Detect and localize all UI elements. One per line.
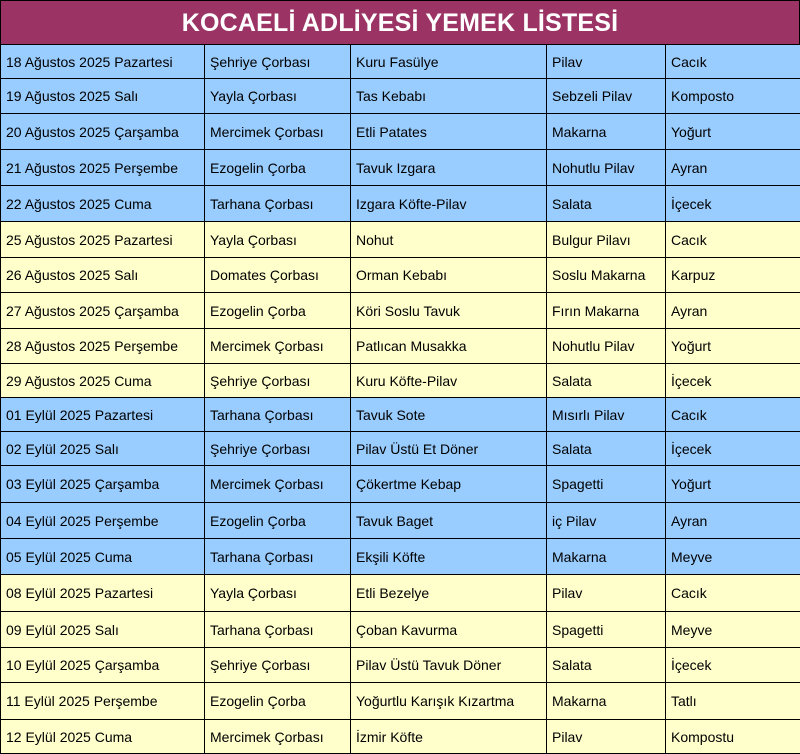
soup-cell: Tarhana Çorbası <box>205 398 351 432</box>
main-dish-cell: Pilav Üstü Tavuk Döner <box>351 648 547 683</box>
side-dish-cell: Pilav <box>547 575 666 612</box>
main-dish-cell: Etli Bezelye <box>351 575 547 612</box>
main-dish-cell: Kuru Köfte-Pilav <box>351 364 547 398</box>
main-dish-cell: Çökertme Kebap <box>351 466 547 503</box>
date-cell: 08 Eylül 2025 Pazartesi <box>1 575 205 612</box>
main-dish-cell: Pilav Üstü Et Döner <box>351 432 547 466</box>
main-dish-cell: Izgara Köfte-Pilav <box>351 186 547 222</box>
main-dish-cell: Nohut <box>351 222 547 258</box>
menu-row <box>1 612 800 648</box>
soup-cell: Yayla Çorbası <box>205 575 351 612</box>
side-dish-cell: Fırın Makarna <box>547 293 666 329</box>
date-cell: 19 Ağustos 2025 Salı <box>1 79 205 114</box>
menu-row <box>1 150 800 186</box>
menu-row <box>1 683 800 720</box>
menu-row <box>1 720 800 754</box>
date-cell: 25 Ağustos 2025 Pazartesi <box>1 222 205 258</box>
main-dish-cell: Çoban Kavurma <box>351 612 547 648</box>
date-cell: 18 Ağustos 2025 Pazartesi <box>1 45 205 79</box>
soup-cell: Şehriye Çorbası <box>205 364 351 398</box>
menu-table-body <box>1 45 800 754</box>
date-cell: 02 Eylül 2025 Salı <box>1 432 205 466</box>
date-cell: 04 Eylül 2025 Perşembe <box>1 503 205 539</box>
date-cell: 10 Eylül 2025 Çarşamba <box>1 648 205 683</box>
menu-row <box>1 575 800 612</box>
extra-cell: İçecek <box>666 364 800 398</box>
soup-cell: Şehriye Çorbası <box>205 45 351 79</box>
menu-table <box>0 44 800 754</box>
date-cell: 01 Eylül 2025 Pazartesi <box>1 398 205 432</box>
extra-cell: İçecek <box>666 432 800 466</box>
date-cell: 09 Eylül 2025 Salı <box>1 612 205 648</box>
soup-cell: Mercimek Çorbası <box>205 329 351 364</box>
soup-cell: Ezogelin Çorba <box>205 683 351 720</box>
soup-cell: Mercimek Çorbası <box>205 720 351 754</box>
main-dish-cell: Tavuk Baget <box>351 503 547 539</box>
extra-cell: İçecek <box>666 186 800 222</box>
side-dish-cell: Soslu Makarna <box>547 258 666 293</box>
menu-row <box>1 293 800 329</box>
extra-cell: Ayran <box>666 503 800 539</box>
main-dish-cell: Orman Kebabı <box>351 258 547 293</box>
menu-row <box>1 432 800 466</box>
date-cell: 12 Eylül 2025 Cuma <box>1 720 205 754</box>
menu-row <box>1 329 800 364</box>
main-dish-cell: Etli Patates <box>351 114 547 150</box>
side-dish-cell: Spagetti <box>547 612 666 648</box>
menu-row <box>1 648 800 683</box>
soup-cell: Tarhana Çorbası <box>205 612 351 648</box>
date-cell: 20 Ağustos 2025 Çarşamba <box>1 114 205 150</box>
main-dish-cell: Tavuk Sote <box>351 398 547 432</box>
menu-row <box>1 186 800 222</box>
soup-cell: Mercimek Çorbası <box>205 114 351 150</box>
side-dish-cell: Salata <box>547 186 666 222</box>
side-dish-cell: Pilav <box>547 45 666 79</box>
side-dish-cell: Bulgur Pilavı <box>547 222 666 258</box>
menu-row <box>1 364 800 398</box>
menu-row <box>1 503 800 539</box>
side-dish-cell: Makarna <box>547 683 666 720</box>
main-dish-cell: Yoğurtlu Karışık Kızartma <box>351 683 547 720</box>
date-cell: 27 Ağustos 2025 Çarşamba <box>1 293 205 329</box>
extra-cell: Ayran <box>666 150 800 186</box>
extra-cell: Cacık <box>666 575 800 612</box>
soup-cell: Mercimek Çorbası <box>205 466 351 503</box>
menu-row <box>1 466 800 503</box>
menu-row <box>1 539 800 575</box>
menu-row <box>1 45 800 79</box>
date-cell: 21 Ağustos 2025 Perşembe <box>1 150 205 186</box>
menu-row <box>1 222 800 258</box>
soup-cell: Yayla Çorbası <box>205 222 351 258</box>
side-dish-cell: Salata <box>547 364 666 398</box>
menu-row <box>1 258 800 293</box>
soup-cell: Yayla Çorbası <box>205 79 351 114</box>
extra-cell: Tatlı <box>666 683 800 720</box>
side-dish-cell: Sebzeli Pilav <box>547 79 666 114</box>
extra-cell: İçecek <box>666 648 800 683</box>
side-dish-cell: Makarna <box>547 114 666 150</box>
side-dish-cell: Nohutlu Pilav <box>547 329 666 364</box>
main-dish-cell: Patlıcan Musakka <box>351 329 547 364</box>
date-cell: 11 Eylül 2025 Perşembe <box>1 683 205 720</box>
date-cell: 22 Ağustos 2025 Cuma <box>1 186 205 222</box>
date-cell: 29 Ağustos 2025 Cuma <box>1 364 205 398</box>
date-cell: 28 Ağustos 2025 Perşembe <box>1 329 205 364</box>
soup-cell: Şehriye Çorbası <box>205 432 351 466</box>
soup-cell: Tarhana Çorbası <box>205 539 351 575</box>
extra-cell: Cacık <box>666 398 800 432</box>
soup-cell: Şehriye Çorbası <box>205 648 351 683</box>
extra-cell: Karpuz <box>666 258 800 293</box>
extra-cell: Komposto <box>666 79 800 114</box>
side-dish-cell: Pilav <box>547 720 666 754</box>
extra-cell: Meyve <box>666 612 800 648</box>
main-dish-cell: Ekşili Köfte <box>351 539 547 575</box>
extra-cell: Cacık <box>666 222 800 258</box>
date-cell: 03 Eylül 2025 Çarşamba <box>1 466 205 503</box>
extra-cell: Meyve <box>666 539 800 575</box>
side-dish-cell: Makarna <box>547 539 666 575</box>
soup-cell: Ezogelin Çorba <box>205 503 351 539</box>
soup-cell: Ezogelin Çorba <box>205 293 351 329</box>
side-dish-cell: Salata <box>547 432 666 466</box>
soup-cell: Domates Çorbası <box>205 258 351 293</box>
date-cell: 05 Eylül 2025 Cuma <box>1 539 205 575</box>
extra-cell: Ayran <box>666 293 800 329</box>
main-dish-cell: Kuru Fasülye <box>351 45 547 79</box>
main-dish-cell: Tavuk Izgara <box>351 150 547 186</box>
menu-row <box>1 114 800 150</box>
side-dish-cell: Spagetti <box>547 466 666 503</box>
extra-cell: Yoğurt <box>666 329 800 364</box>
side-dish-cell: Nohutlu Pilav <box>547 150 666 186</box>
main-dish-cell: Tas Kebabı <box>351 79 547 114</box>
menu-title: KOCAELİ ADLİYESİ YEMEK LİSTESİ <box>0 0 800 44</box>
menu-row <box>1 398 800 432</box>
extra-cell: Kompostu <box>666 720 800 754</box>
main-dish-cell: Köri Soslu Tavuk <box>351 293 547 329</box>
side-dish-cell: Salata <box>547 648 666 683</box>
menu-row <box>1 79 800 114</box>
side-dish-cell: iç Pilav <box>547 503 666 539</box>
extra-cell: Yoğurt <box>666 466 800 503</box>
extra-cell: Yoğurt <box>666 114 800 150</box>
soup-cell: Ezogelin Çorba <box>205 150 351 186</box>
extra-cell: Cacık <box>666 45 800 79</box>
date-cell: 26 Ağustos 2025 Salı <box>1 258 205 293</box>
side-dish-cell: Mısırlı Pilav <box>547 398 666 432</box>
soup-cell: Tarhana Çorbası <box>205 186 351 222</box>
main-dish-cell: İzmir Köfte <box>351 720 547 754</box>
